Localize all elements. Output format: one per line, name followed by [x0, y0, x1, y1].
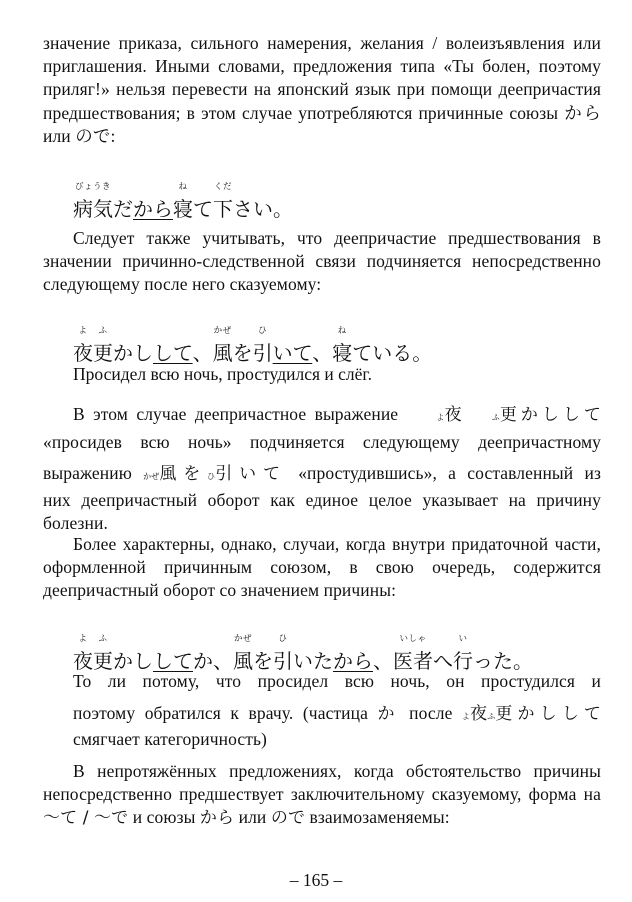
example-2-translation: Просидел всю ночь, простудился и слёг.: [73, 364, 372, 384]
example-3-shite: して: [153, 649, 193, 673]
paragraph-1: [43, 32, 601, 148]
example-1: びょうき 病気だから ね 寝て くだ 下さい。: [73, 182, 293, 221]
paragraph-2: [43, 227, 601, 297]
paragraph-4: [43, 533, 601, 603]
paragraph-1-text: значение приказа, сильного намерения, желания / волеизъявления или приглашения. Иными словами, предложения типа «Ты болен, поэтому приляг!» нельзя перевести на японский язык при помощи деепричастия предшествования; в этом случае употребляются причинные союзы から или ので:: [43, 33, 601, 146]
example-2: よ 夜 ふ 更かしして、 かぜ 風を ひ 引いて、 ね 寝ている。: [73, 326, 433, 365]
page-number: – 165 –: [289, 870, 343, 890]
example-2-shite: して: [153, 341, 193, 365]
example-3: よ 夜 ふ 更かししてか、 かぜ 風を ひ 引いたから、 いしゃ 医者へ い 行った。: [73, 634, 533, 673]
example-1-kara: から: [133, 197, 173, 221]
paragraph-3: В этом случае деепричастное выражение よ夜 ふ更かしして «просидев всю ночь» подчиняется следующему деепричастному выражению かぜ風をひ引いて «простудившись», а составленный из них деепричастный оборот как единое целое указывает на причину болезни.: [43, 404, 601, 533]
example-3-translation: То ли потому, что просидел всю ночь, он простудился и поэтому обратился к врачу. (частица か после よ夜ふ更かしして смягчает категоричность): [73, 671, 601, 750]
paragraph-5: В непротяжённых предложениях, когда обстоятельство причины непосредственно предшествует заключительному сказуемому, форма на 〜て / 〜で и союзы から или ので взаимозаменяемы:: [43, 761, 601, 829]
example-3-kara: から: [333, 649, 373, 673]
paragraph-2-text: Следует также учитывать, что деепричастие предшествования в значении причинно-следственной связи подчиняется непосредственно следующему после него сказуемому:: [43, 228, 601, 295]
paragraph-4-text: Более характерны, однако, случаи, когда внутри придаточной части, оформленной причинным союзом, в свою очередь, содержится деепричастный оборот со значением причины:: [43, 534, 601, 601]
